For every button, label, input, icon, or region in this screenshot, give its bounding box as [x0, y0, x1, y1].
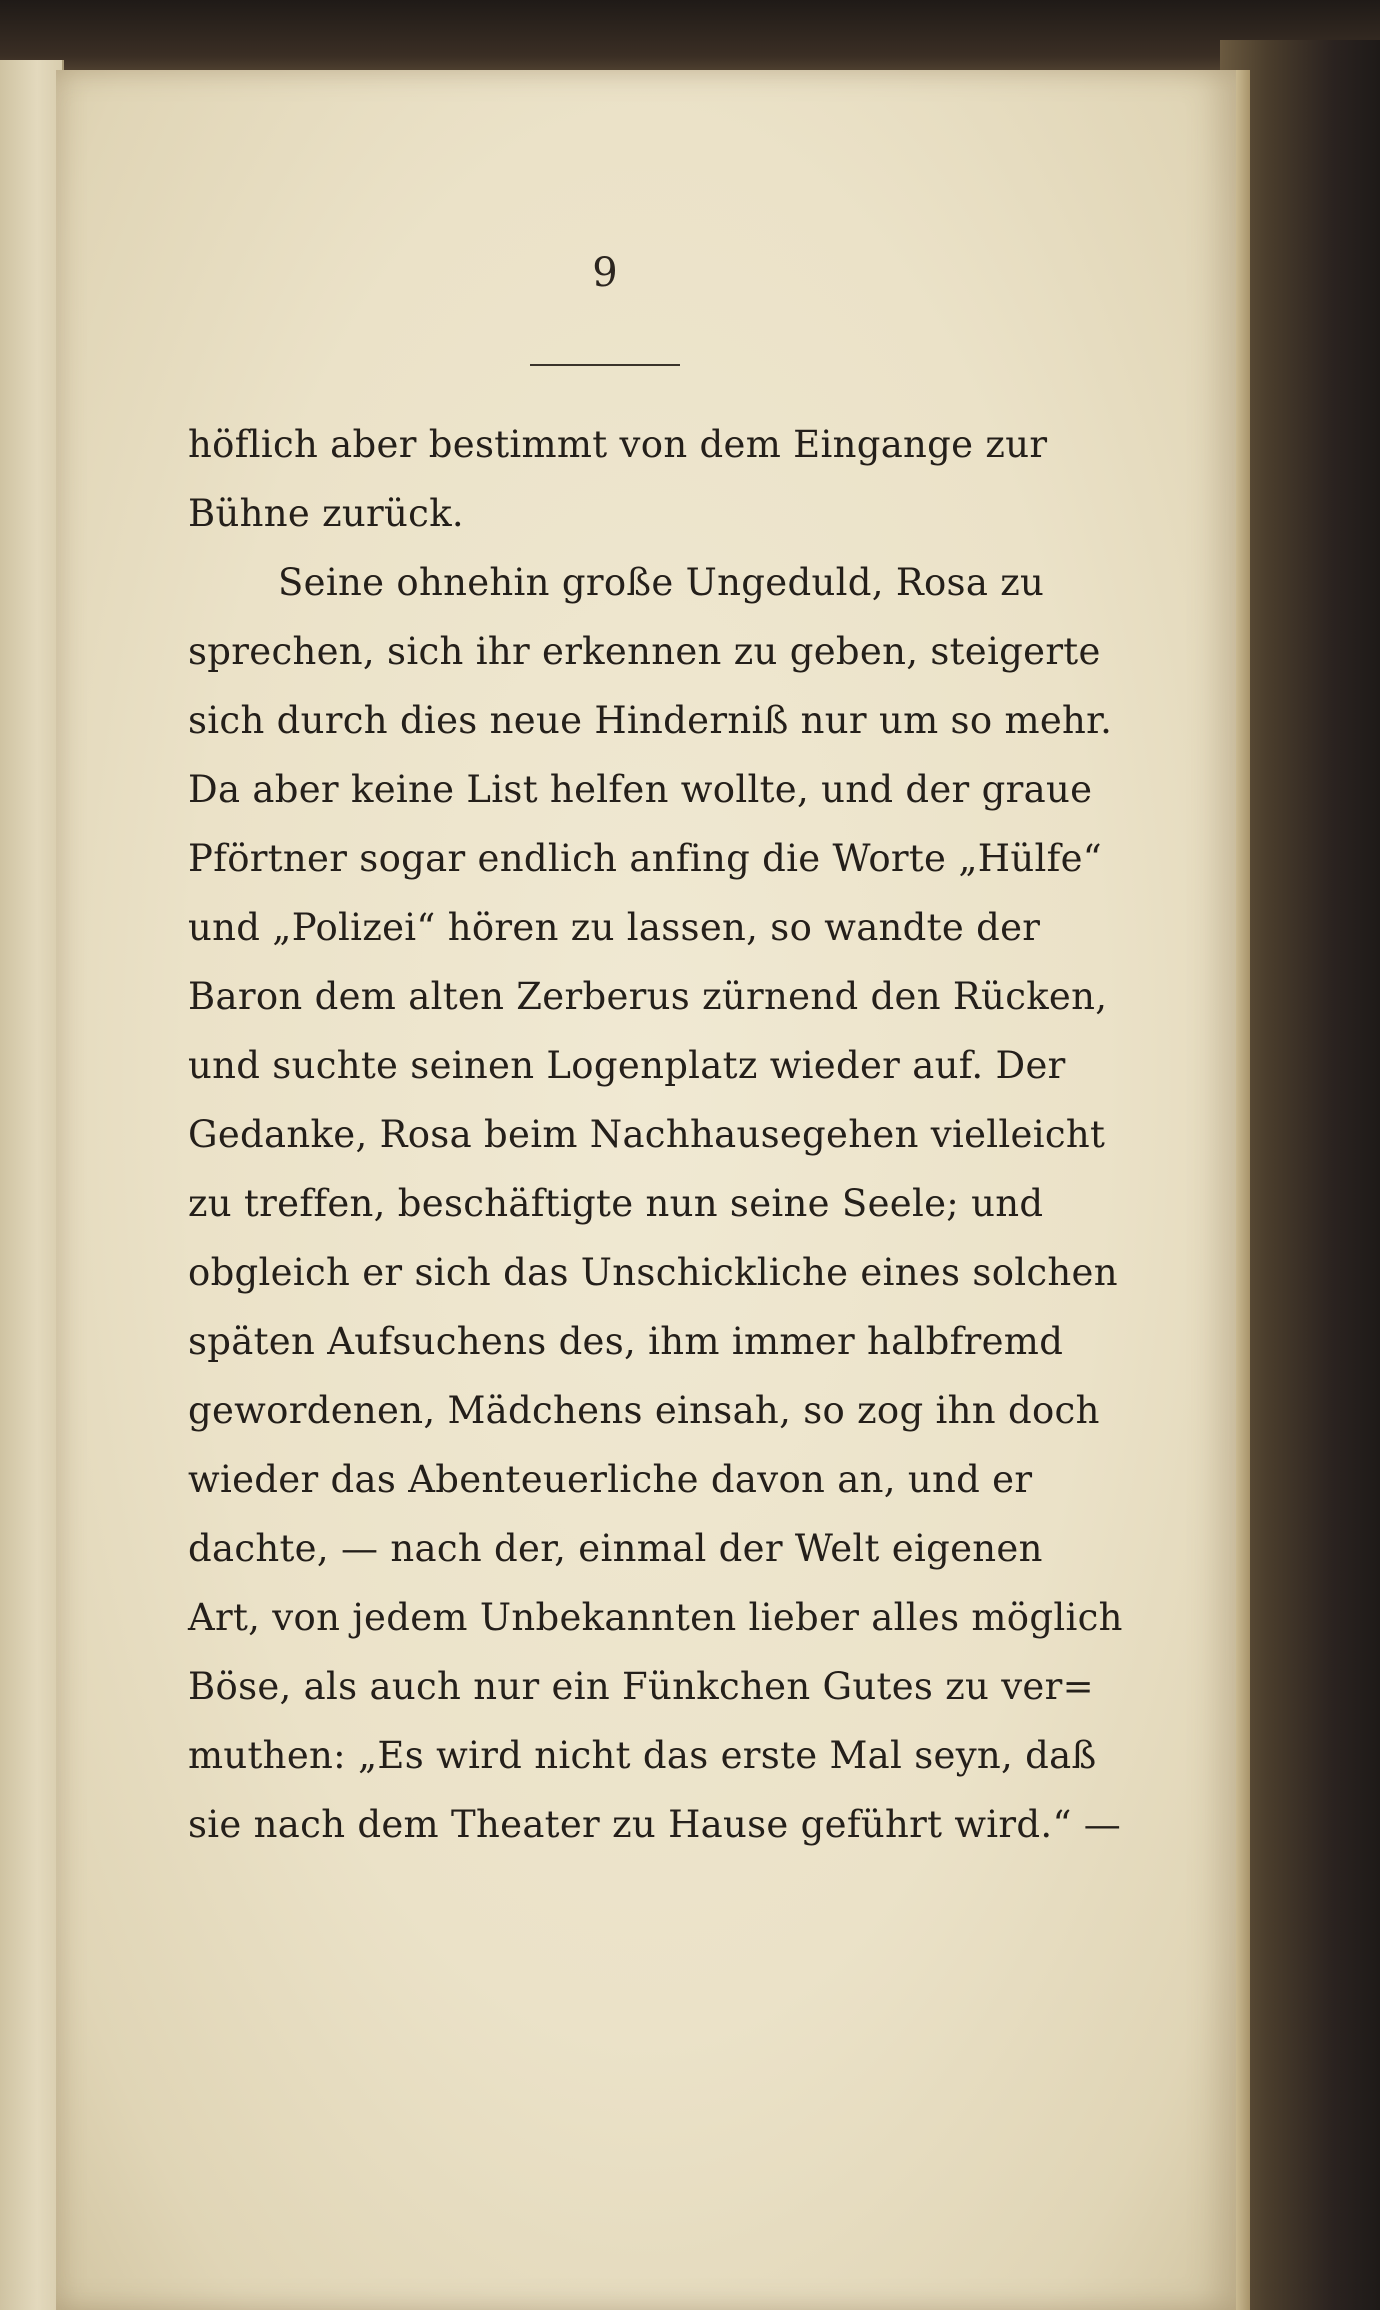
text-line: Baron dem alten Zerberus zürnend den Rücken, [188, 975, 1108, 1018]
text-line: späten Aufsuchens des, ihm immer halbfremd [188, 1320, 1064, 1363]
text-line: muthen: „Es wird nicht das erste Mal seyn, daß [188, 1734, 1097, 1777]
text-line: wieder das Abenteuerliche davon an, und er [188, 1458, 1033, 1501]
text-line: sich durch dies neue Hinderniß nur um so mehr. [188, 699, 1113, 742]
text-line: Art, von jedem Unbekannten lieber alles möglich [188, 1596, 1123, 1639]
text-line: Seine ohnehin große Ungeduld, Rosa zu [278, 561, 1045, 604]
text-line: Pförtner sogar endlich anfing die Worte „Hülfe“ [188, 837, 1103, 880]
text-line: gewordenen, Mädchens einsah, so zog ihn doch [188, 1389, 1100, 1432]
text-line: und „Polizei“ hören zu lassen, so wandte der [188, 906, 1041, 949]
text-line: zu treffen, beschäftigte nun seine Seele; und [188, 1182, 1044, 1225]
text-line: höflich aber bestimmt von dem Eingange zur [188, 423, 1048, 466]
book-cover-top-edge [0, 0, 1380, 80]
body-text [188, 410, 1123, 1859]
page-number: 9 [592, 250, 618, 296]
text-line: Bühne zurück. [188, 492, 464, 535]
text-line: Böse, als auch nur ein Fünkchen Gutes zu ver= [188, 1665, 1094, 1708]
text-line: dachte, — nach der, einmal der Welt eigenen [188, 1527, 1043, 1570]
page-stack-edge [1236, 70, 1250, 2310]
left-page-edge [0, 60, 64, 2310]
text-line: sie nach dem Theater zu Hause geführt wird.“ — [188, 1803, 1122, 1846]
text-line: und suchte seinen Logenplatz wieder auf. Der [188, 1044, 1066, 1087]
page-number-rule [530, 364, 680, 366]
text-line: sprechen, sich ihr erkennen zu geben, steigerte [188, 630, 1101, 673]
text-line: Da aber keine List helfen wollte, und der graue [188, 768, 1093, 811]
text-line: obgleich er sich das Unschickliche eines solchen [188, 1251, 1118, 1294]
text-line: Gedanke, Rosa beim Nachhausegehen vielleicht [188, 1113, 1106, 1156]
